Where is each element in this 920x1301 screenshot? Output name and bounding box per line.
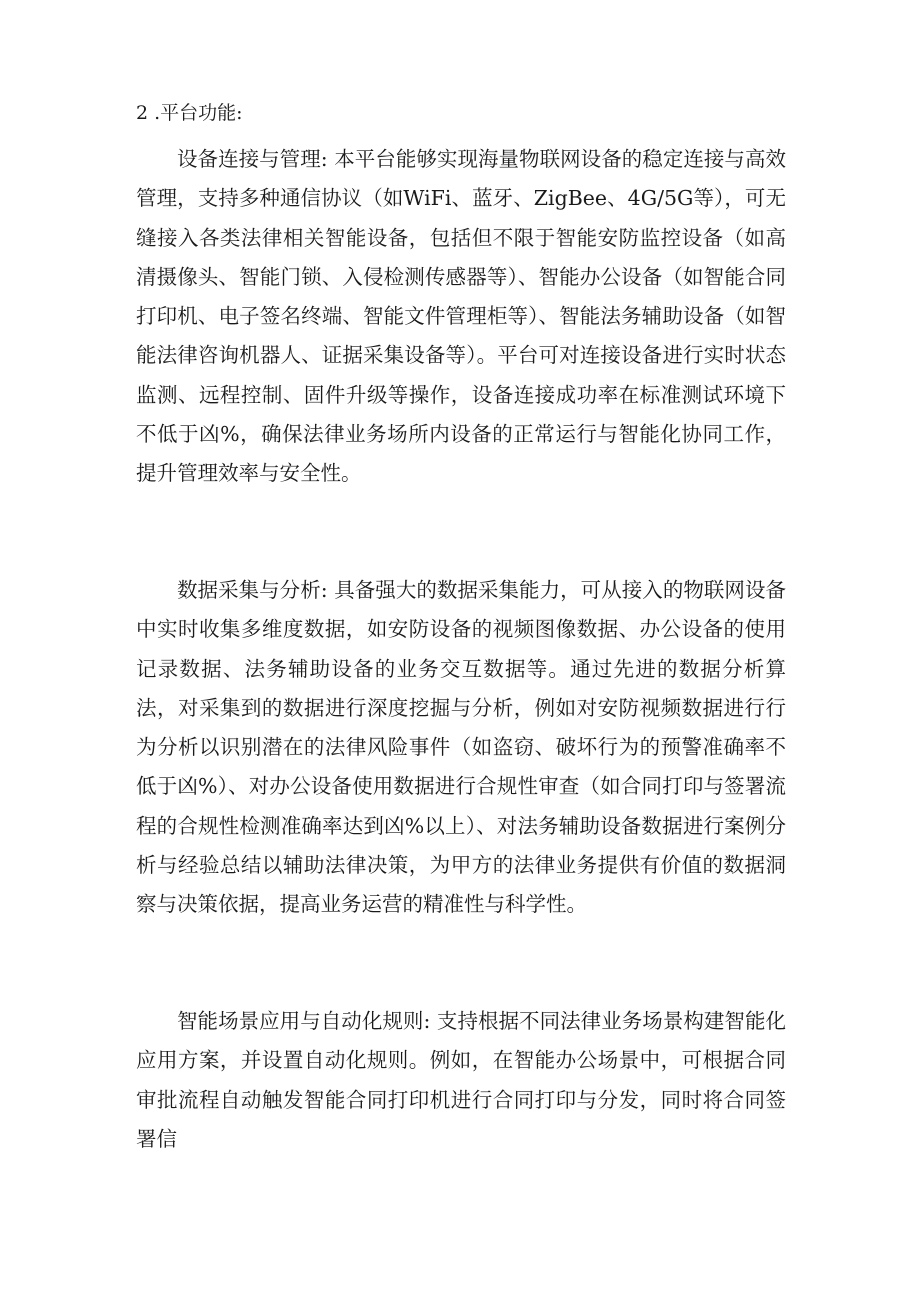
paragraph-smart-scenarios: 智能场景应用与自动化规则: 支持根据不同法律业务场景构建智能化应用方案，并设置自动化规则。例如，在智能办公场景中，可根据合同审批流程自动触发智能合同打印机进行合同打印与分发，同时将合同签署信 — [136, 1009, 786, 1151]
paragraph-data-analysis: 数据采集与分析: 具备强大的数据采集能力，可从接入的物联网设备中实时收集多维度数据，如安防设备的视频图像数据、办公设备的使用记录数据、法务辅助设备的业务交互数据等。通过先进的数据分析算法，对采集到的数据进行深度挖掘与分析，例如对安防视频数据进行行为分析以识别潜在的法律风险事件（如盗窃、破坏行为的预警准确率不低于凶%）、对办公设备使用数据进行合规性审查（如合同打印与签署流程的合规性检测准确率达到凶%以上）、对法务辅助设备数据进行案例分析与经验总结以辅助法律决策，为甲方的法律业务提供有价值的数据洞察与决策依据，提高业务运营的精准性与科学性。 — [136, 578, 786, 917]
paragraph-device-connection: 设备连接与管理: 本平台能够实现海量物联网设备的稳定连接与高效管理，支持多种通信协议（如WiFi、蓝牙、ZigBee、4G/5G等），可无缝接入各类法律相关智能设备，包括但不限于智能安防监控设备（如高清摄像头、智能门锁、入侵检测传感器等）、智能办公设备（如智能合同打印机、电子签名终端、智能文件管理柜等）、智能法务辅助设备（如智能法律咨询机器人、证据采集设备等）。平台可对连接设备进行实时状态监测、远程控制、固件升级等操作，设备连接成功率在标准测试环境下不低于凶%，确保法律业务场所内设备的正常运行与智能化协同工作，提升管理效率与安全性。 — [136, 147, 786, 486]
section-heading: 2 .平台功能: — [136, 102, 243, 124]
